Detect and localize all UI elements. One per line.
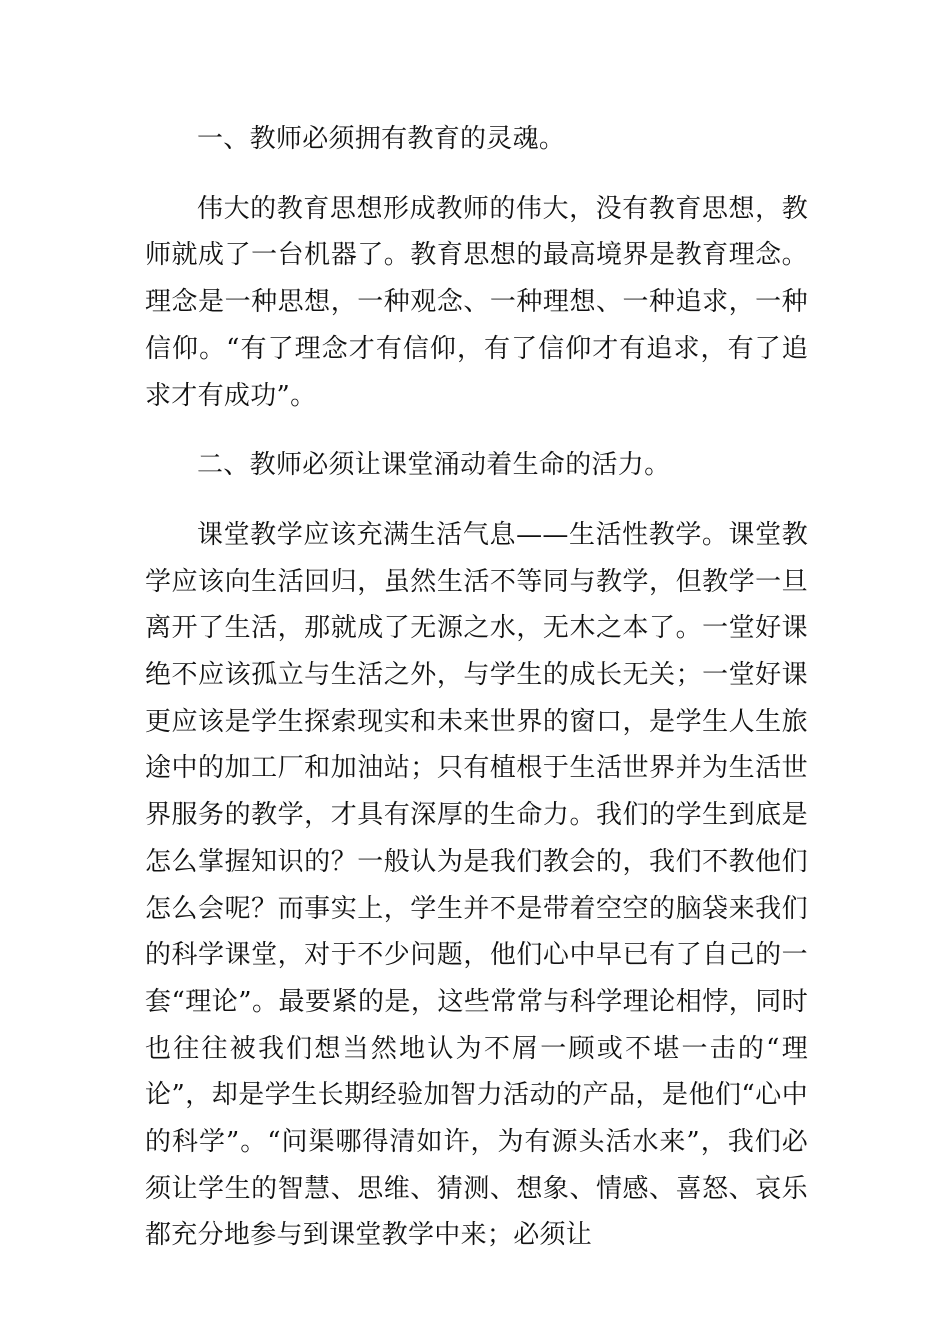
document-page [145,116,808,1259]
section-heading-2: 二、教师必须让课堂涌动着生命的活力。 [197,450,671,481]
section-heading-1: 一、教师必须拥有教育的灵魂。 [197,124,566,154]
body-paragraph-1: 伟大的教育思想形成教师的伟大，没有教育思想，教师就成了一台机器了。教育思想的最高境界是教育理念。理念是一种思想，一种观念、一种理想、一种追求，一种信仰。“有了理念才有信仰，有了信仰才有追求，有了追求才有成功”。 [145,193,808,411]
body-paragraph-2: 课堂教学应该充满生活气息——生活性教学。课堂教学应该向生活回归，虽然生活不等同与教学，但教学一旦离开了生活，那就成了无源之水，无木之本了。一堂好课绝不应该孤立与生活之外，与学生的成长无关；一堂好课更应该是学生探索现实和未来世界的窗口，是学生人生旅途中的加工厂和加油站；只有植根于生活世界并为生活世界服务的教学，才具有深厚的生命力。我们的学生到底是怎么掌握知识的？一般认为是我们教会的，我们不教他们怎么会呢？而事实上，学生并不是带着空空的脑袋来我们的科学课堂，对于不少问题，他们心中早已有了自己的一套“理论”。最要紧的是，这些常常与科学理论相悖，同时也往往被我们想当然地认为不屑一顾或不堪一击的“理论”，却是学生长期经验加智力活动的产品，是他们“心中的科学”。“问渠哪得清如许，为有源头活水来”，我们必须让学生的智慧、思维、猜测、想象、情感、喜怒、哀乐都充分地参与到课堂教学中来；必须让 [145,519,808,1251]
